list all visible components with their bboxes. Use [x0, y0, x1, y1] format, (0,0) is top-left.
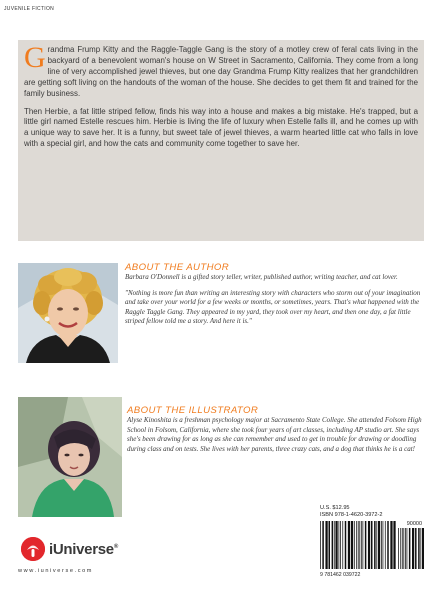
barcode-bar — [342, 521, 343, 569]
iuniverse-mark-icon — [21, 537, 45, 561]
barcode-bar — [422, 528, 424, 569]
blurb-paragraph-2: Then Herbie, a fat little striped fellow, finds his way into a house and makes a big mistake. He's trapped, but a little girl named Estelle rescues him. Herbie is living the life of luxury when Estelle falls ill, and he comes up with a unique way to save her. It is a funny, but sweet tale of jewel thieves, a warm hearted little cat who falls in love with a special girl, and how the cats and community come together to save her. — [24, 106, 418, 149]
barcode-bar — [387, 521, 389, 569]
barcode-bar — [332, 521, 334, 569]
barcode-bar — [361, 521, 362, 569]
barcode-bar — [345, 521, 347, 569]
barcode-bar — [334, 521, 335, 569]
barcode-bar — [405, 528, 406, 569]
barcode-bar — [398, 528, 399, 569]
barcode-bar — [407, 528, 408, 569]
barcode-bar — [339, 521, 340, 569]
category-label: JUVENILE FICTION — [4, 6, 55, 12]
barcode-bar — [412, 528, 414, 569]
barcode-bar — [376, 521, 377, 569]
barcode-bar — [325, 521, 327, 569]
isbn: ISBN 978-1-4620-3972-2 — [320, 512, 383, 518]
barcode-bar — [363, 521, 364, 569]
barcode-bar — [359, 521, 360, 569]
barcode-number: 9 781462 039722 — [320, 572, 361, 578]
barcode-bar — [393, 521, 395, 569]
barcode-bar — [374, 521, 376, 569]
barcode-bar — [381, 521, 382, 569]
barcode-bar — [340, 521, 341, 569]
barcode-bar — [322, 521, 324, 569]
about-illustrator-heading: ABOUT THE ILLUSTRATOR — [127, 405, 259, 416]
barcode-bar — [402, 528, 403, 569]
drop-cap: G — [24, 41, 46, 74]
barcode-bar — [348, 521, 350, 569]
barcode-bar — [390, 521, 392, 569]
publisher-name-text: iUniverse — [49, 541, 114, 558]
barcode-bar — [378, 521, 380, 569]
barcode-bar — [400, 528, 401, 569]
barcode-bar — [356, 521, 357, 569]
barcode-bar — [418, 528, 420, 569]
barcode-bar — [368, 521, 370, 569]
barcode-bar — [320, 521, 321, 569]
barcode-bar — [420, 528, 421, 569]
illustrator-photo — [18, 397, 122, 517]
barcode-bar — [351, 521, 353, 569]
about-author-heading: ABOUT THE AUTHOR — [125, 262, 230, 273]
barcode — [320, 519, 424, 571]
barcode-bar — [335, 521, 337, 569]
publisher-logo — [16, 537, 156, 582]
illustrator-bio-text: Alyse Kinoshita is a freshman psychology major at Sacramento State College. She attended Folsom High School in Folsom, California, where she took four years of art classes, including AP studio art. She says she's been drawing for as long as she can remember and used to get in trouble for drawing or doodling during class and on tests. She lives with her parents, three crazy cats, and a dog that thinks he is a cat! — [127, 416, 422, 453]
barcode-bar — [365, 521, 367, 569]
blurb-paragraph-1-text: randma Frump Kitty and the Raggle-Taggle Gang is the story of a motley crew of feral cats living in the backyard of a benevolent woman's house on W Street in Sacramento, California. They come from a long line of very accomplished jewel thieves, but one day Grandma Frump Kitty realizes that her grandchildren are getting soft living on the handouts of the woman of the house. She decides to get them fit and trained for the family business. — [24, 45, 418, 98]
author-bio — [125, 273, 425, 327]
publisher-url: www.iuniverse.com — [18, 568, 94, 574]
barcode-bar — [371, 521, 373, 569]
registered-mark: ® — [113, 544, 118, 550]
barcode-bar — [385, 521, 386, 569]
author-bio-text: Barbara O'Donnell is a gifted story teller, writer, published author, writing teacher, and cat lover. — [125, 273, 398, 281]
barcode-bar — [409, 528, 411, 569]
price: U.S. $12.95 — [320, 505, 350, 511]
price-code: 90000 — [406, 521, 422, 527]
author-quote: "Nothing is more fun than writing an interesting story with characters who storm out of your imagination and take over your world for a few weeks or months, or sometimes, years. That's what happened with the Raggle Taggle Gang. They appeared in my yard, they took over my heart, and then one day, a fat little striped fellow told me a story. And here it is." — [125, 288, 421, 325]
back-cover-blurb — [18, 40, 424, 241]
barcode-bar — [383, 521, 384, 569]
illustrator-bio — [127, 416, 425, 454]
publisher-name — [49, 541, 118, 558]
barcode-bar — [329, 521, 331, 569]
barcode-bar — [403, 528, 404, 569]
barcode-bar — [358, 521, 359, 569]
barcode-bar — [354, 521, 355, 569]
author-photo — [18, 263, 118, 363]
barcode-bar — [415, 528, 417, 569]
blurb-paragraph-1 — [24, 41, 418, 100]
